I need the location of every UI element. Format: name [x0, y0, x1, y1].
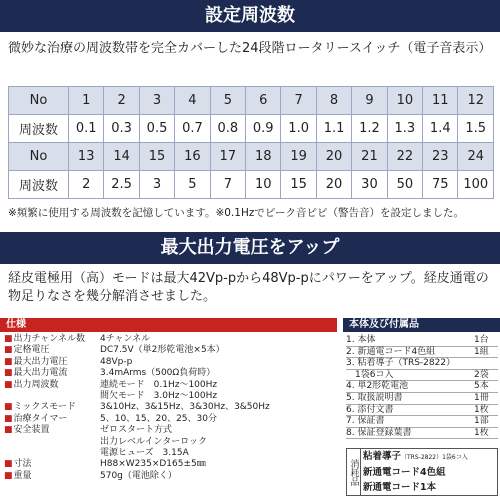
bullet-icon: ■: [4, 402, 13, 413]
table-cell: 1.1: [316, 115, 351, 143]
accessories-header: 本体及び付属品: [343, 318, 500, 332]
table-cell: 20: [316, 143, 351, 171]
table-cell: 16: [175, 143, 210, 171]
item-name: 5. 取扱説明書: [346, 392, 403, 403]
bullet-icon: ■: [4, 356, 13, 367]
table-cell: 11: [423, 87, 458, 115]
table-cell: 10: [387, 87, 422, 115]
list-item: [346, 370, 498, 382]
bullet-icon: ■: [4, 470, 13, 481]
bullet-icon: ■: [4, 459, 13, 470]
table-cell: 0.7: [175, 115, 210, 143]
table-row: [9, 171, 494, 199]
table-cell: 0.8: [210, 115, 245, 143]
spec-row: [4, 414, 340, 425]
section-title-frequency: 設定周波数: [0, 0, 500, 32]
spec-label-text: 出力周波数: [13, 379, 59, 390]
spec-row: [4, 459, 340, 470]
consumable-name: 新通電コード4色組: [363, 466, 446, 478]
consumable-item: [363, 449, 497, 465]
spec-label-text: 出力チャンネル数: [13, 334, 85, 344]
list-item: [346, 393, 498, 405]
spec-label: [4, 391, 100, 402]
spec-row: [4, 334, 340, 345]
spec-value: 連続モード 0.1Hz～100Hz: [100, 379, 218, 390]
spec-label-text: 最大出力電圧: [13, 356, 68, 367]
spec-label: [4, 459, 100, 470]
item-name: 1袋6コ入: [346, 369, 394, 380]
spec-value: 電源ヒューズ 3.15A: [100, 448, 189, 459]
table-cell: 30: [352, 171, 387, 199]
list-item: [346, 405, 498, 417]
table-cell: 22: [387, 143, 422, 171]
table-cell: 0.3: [104, 115, 139, 143]
table-cell: 5: [175, 171, 210, 199]
table-row: [9, 87, 494, 115]
table-cell: 8: [316, 87, 351, 115]
consumable-name: 新通電コード1本: [363, 482, 437, 493]
table-cell: 1.2: [352, 115, 387, 143]
table-cell: 15: [139, 143, 174, 171]
spec-label: [4, 425, 100, 436]
item-qty: 1台: [474, 335, 489, 345]
table-cell: 15: [281, 171, 316, 199]
item-name: 2. 新通電コード4色組: [346, 346, 436, 357]
bullet-icon: ■: [4, 413, 13, 424]
bullet-icon: ■: [4, 345, 13, 356]
table-cell: 1.4: [423, 115, 458, 143]
spec-row: [4, 425, 340, 436]
bullet-icon: ■: [4, 379, 13, 390]
spec-value: DC7.5V（単2形乾電池×5本）: [100, 345, 225, 356]
table-cell: 50: [387, 171, 422, 199]
table-cell: 7: [281, 87, 316, 115]
row-label: 周波数: [9, 171, 69, 199]
table-cell: 1.5: [458, 115, 494, 143]
item-qty: 1部: [474, 416, 489, 427]
spec-label-text: 定格電圧: [13, 345, 50, 356]
item-qty: 1冊: [474, 392, 489, 403]
item-qty: 1枚: [474, 427, 489, 438]
table-cell: 20: [316, 171, 351, 199]
spec-label: [4, 414, 100, 425]
accessories-list: [346, 335, 498, 439]
consumable-item: [363, 465, 497, 481]
consumable-item: [363, 480, 497, 496]
table-cell: 0.1: [69, 115, 104, 143]
item-qty: 1枚: [474, 404, 489, 415]
list-item: [346, 381, 498, 393]
spec-label-text: ミックスモード: [13, 402, 76, 413]
section-title-voltage: 最大出力電圧をアップ: [0, 232, 500, 264]
table-cell: 1: [69, 87, 104, 115]
table-cell: 6: [246, 87, 281, 115]
table-row: [9, 143, 494, 171]
table-cell: 5: [210, 87, 245, 115]
spec-label-text: 最大出力電流: [13, 368, 68, 379]
consumables-label: 消耗品: [347, 449, 361, 495]
spec-label: [4, 471, 100, 482]
list-item: [346, 428, 498, 440]
table-cell: 75: [423, 171, 458, 199]
item-qty: 2袋: [474, 369, 489, 380]
spec-value: 出力レベルインターロック: [100, 436, 208, 447]
spec-row: [4, 345, 340, 356]
spec-row: [4, 448, 340, 459]
table-cell: 12: [458, 87, 494, 115]
spec-value: 4チャンネル: [100, 334, 151, 344]
spec-label-text: 重量: [13, 470, 32, 481]
item-qty: 1組: [474, 346, 489, 357]
item-qty: [474, 358, 498, 369]
table-cell: 2: [69, 171, 104, 199]
spec-value: 570g（電池除く）: [100, 470, 177, 481]
spec-label: [4, 402, 100, 413]
spec-label-text: 寸法: [13, 459, 32, 470]
intro-text: 微妙な治療の周波数帯を完全カバーした24段階ロータリースイッチ（電子音表示）: [8, 41, 492, 56]
table-row: [9, 115, 494, 143]
table-cell: 0.9: [246, 115, 281, 143]
bullet-icon: ■: [4, 334, 13, 344]
table-cell: 14: [104, 143, 139, 171]
table-cell: 100: [458, 171, 494, 199]
spec-row: [4, 357, 340, 368]
table-cell: 24: [458, 143, 494, 171]
table-cell: 1.3: [387, 115, 422, 143]
table-cell: 2.5: [104, 171, 139, 199]
table-cell: 13: [69, 143, 104, 171]
item-name: 4. 単2形乾電池: [346, 381, 409, 392]
spec-label: [4, 357, 100, 368]
table-cell: 2: [104, 87, 139, 115]
consumables-items: [361, 449, 497, 495]
table-cell: 21: [352, 143, 387, 171]
table-cell: 23: [423, 143, 458, 171]
spec-label: [4, 368, 100, 379]
table-cell: 0.5: [139, 115, 174, 143]
item-name: 6. 添付文書: [346, 404, 394, 415]
spec-row: [4, 471, 340, 482]
spec-label: [4, 345, 100, 356]
list-item: [346, 335, 498, 347]
table-cell: 4: [175, 87, 210, 115]
spec-row: [4, 402, 340, 413]
spec-label: [4, 448, 100, 459]
footnote: ※頻繁に使用する周波数を記憶しています。※0.1Hzでピーク音ピピ（警告音）を設定しました。: [8, 207, 464, 219]
item-qty: 5本: [474, 381, 489, 392]
spec-row: [4, 391, 340, 402]
spec-label-text: 安全装置: [13, 425, 50, 436]
voltage-description: 経皮電極用（高）モードは最大42Vp-pから48Vp-pにパワーをアップ。経皮通電の物足りなさを幾分解消させました。: [8, 271, 489, 304]
table-cell: 9: [352, 87, 387, 115]
list-item: [346, 347, 498, 359]
bullet-icon: ■: [4, 368, 13, 379]
item-name: 8. 保証登録葉書: [346, 427, 412, 438]
specs-header: 仕様: [0, 318, 337, 332]
row-label: 周波数: [9, 115, 69, 143]
consumable-detail: （TRS-2822）1袋6コ入: [401, 454, 468, 461]
bullet-icon: ■: [4, 425, 13, 436]
spec-label-text: 治療タイマー: [13, 413, 68, 424]
spec-value: ゼロスタート方式: [100, 425, 173, 436]
spec-value: H88×W235×D165±5㎜: [100, 459, 206, 470]
spec-row: [4, 437, 340, 448]
spec-value: 3.4mArms（500Ω負荷時）: [100, 368, 216, 379]
spec-row: [4, 368, 340, 379]
frequency-table: [8, 86, 494, 199]
spec-value: 間欠モード 3.0Hz～100Hz: [100, 391, 218, 402]
consumable-name: 粘着導子: [363, 451, 402, 462]
spec-value: 48Vp-p: [100, 356, 133, 367]
table-cell: 18: [246, 143, 281, 171]
consumables-box: [346, 448, 498, 496]
table-cell: 3: [139, 171, 174, 199]
spec-value: 5、10、15、20、25、30分: [100, 413, 217, 424]
spec-label: [4, 380, 100, 391]
list-item: [346, 358, 498, 370]
item-name: 1. 本体: [346, 335, 376, 345]
table-cell: 17: [210, 143, 245, 171]
table-cell: 3: [139, 87, 174, 115]
spec-value: 3&10Hz、3&15Hz、3&30Hz、3&50Hz: [100, 402, 270, 413]
spec-label: [4, 334, 100, 345]
table-cell: 10: [246, 171, 281, 199]
item-name: 7. 保証書: [346, 416, 385, 427]
list-item: [346, 416, 498, 428]
spec-label: [4, 437, 100, 448]
item-name: 3. 粘着導子（TRS-2822）: [346, 358, 456, 369]
row-label: No: [9, 87, 69, 115]
specs-list: [4, 334, 340, 482]
spec-row: [4, 380, 340, 391]
table-cell: 7: [210, 171, 245, 199]
row-label: No: [9, 143, 69, 171]
table-cell: 1.0: [281, 115, 316, 143]
table-cell: 19: [281, 143, 316, 171]
